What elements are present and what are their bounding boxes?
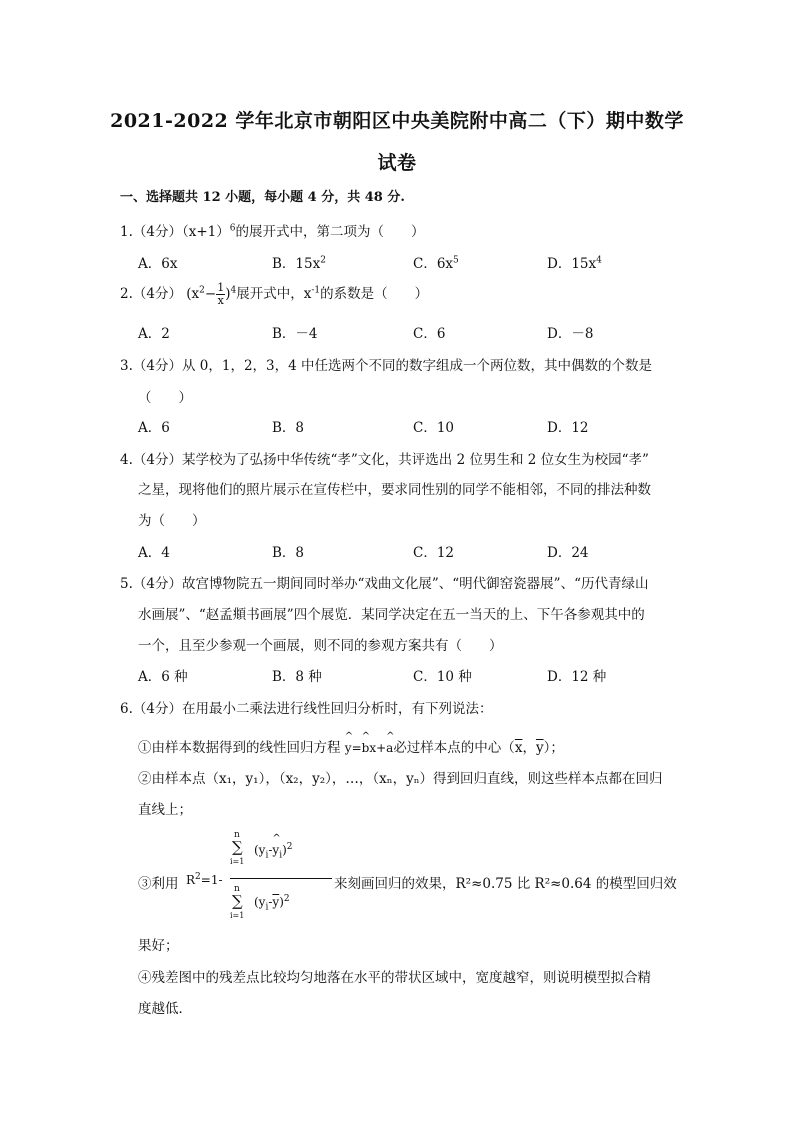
question-3-line2: （ ） bbox=[138, 390, 192, 406]
statement-2-line2: 直线上； bbox=[138, 802, 192, 818]
choice-b[interactable]: B．$15x^2$ bbox=[272, 255, 326, 272]
choice-b[interactable]: B．－4 bbox=[272, 326, 318, 342]
choice-c[interactable]: C．12 bbox=[413, 545, 455, 561]
choice-b[interactable]: B．8 bbox=[272, 545, 305, 561]
question-4-line3: 为（ ） bbox=[138, 513, 206, 529]
choice-a[interactable]: A．2 bbox=[138, 326, 170, 342]
question-1: 1.（4分）$(x+1)^6$的展开式中，第二项为（ ） bbox=[120, 223, 425, 240]
sample-center: $\overline{x}$，$\overline{y}$ bbox=[514, 740, 544, 756]
choice-a[interactable]: A．4 bbox=[138, 545, 170, 561]
binomial-expression: ($x^2-$ $\frac{1}{x}$ )$^4$ bbox=[186, 281, 237, 307]
choice-b[interactable]: B．8 bbox=[272, 420, 305, 436]
choice-a[interactable]: A．6 种 bbox=[138, 669, 188, 685]
exam-title-line1: 2021-2022 学年北京市朝阳区中央美院附中高二（下）期中数学 bbox=[110, 110, 684, 132]
choice-d[interactable]: D．12 种 bbox=[547, 669, 607, 685]
choice-d[interactable]: D．12 bbox=[547, 420, 589, 436]
question-4-line2: 之星，现将他们的照片展示在宣传栏中，要求同性别的同学不能相邻，不同的排法种数 bbox=[138, 482, 651, 498]
choice-d[interactable]: D．$15x^4$ bbox=[547, 255, 602, 272]
choice-b[interactable]: B．8 种 bbox=[272, 669, 322, 685]
statement-3-label: ③利用 bbox=[138, 876, 179, 892]
statement-4-line1: ④残差图中的残差点比较均匀地落在水平的带状区域中，宽度越窄，则说明模型拟合精 bbox=[138, 970, 651, 986]
question-3-line1: 3.（4分）从 0，1，2，3，4 中任选两个不同的数字组成一个两位数，其中偶数的个数是 bbox=[120, 358, 652, 374]
choice-c[interactable]: C．10 种 bbox=[413, 669, 472, 685]
question-5-line2: 水画展”、“赵孟頫书画展”四个展览．某同学决定在五一当天的上、下午各参观其中的 bbox=[138, 607, 645, 623]
question-4-line1: 4.（4分）某学校为了弘扬中华传统“孝”文化，共评选出 2 位男生和 2 位女生为校园“孝” bbox=[120, 452, 649, 468]
choice-a[interactable]: A．6 bbox=[138, 420, 170, 436]
statement-4-line2: 度越低． bbox=[138, 1001, 192, 1017]
choice-c[interactable]: C．6 bbox=[413, 326, 446, 342]
statement-3-line1: 来刻画回归的效果，R²≈0.75 比 R²≈0.64 的模型回归效 bbox=[334, 876, 677, 892]
exam-title-line2: 试卷 bbox=[377, 152, 417, 174]
question-5-line1: 5.（4分）故宫博物院五一期间同时举办“戏曲文化展”、“明代御窑瓷器展”、“历代青绿山 bbox=[120, 576, 649, 592]
question-2: 2.（4分） ($x^2-$ $\frac{1}{x}$ )$^4$展开式中，$x^{-1}$的系数是（ ） bbox=[120, 281, 429, 307]
statement-3-line2: 果好； bbox=[138, 938, 179, 954]
question-6-stem: 6.（4分）在用最小二乘法进行线性回归分析时，有下列说法： bbox=[120, 701, 493, 717]
question-5-line3: 一个，且至少参观一个画展，则不同的参观方案共有（ ） bbox=[138, 638, 503, 654]
statement-2-line1: ②由样本点（x₁，y₁），（x₂，y₂），…，（xₙ，yₙ）得到回归直线，则这些样本点都在回归 bbox=[138, 771, 663, 787]
section-heading: 一、选择题共 12 小题，每小题 4 分，共 48 分. bbox=[120, 190, 405, 205]
choice-c[interactable]: C．10 bbox=[413, 420, 455, 436]
choice-c[interactable]: C．$6x^5$ bbox=[413, 255, 459, 272]
statement-1: ①由样本数据得到的线性回归方程 ^ y=^ bx+^ a必过样本点的中心（$\overline{x}$，$\overline{y}$）； bbox=[138, 736, 564, 756]
choice-d[interactable]: D．24 bbox=[547, 545, 589, 561]
r-squared-formula-lhs: $R^2=1-$ bbox=[186, 872, 223, 887]
exam-page: 2021-2022 学年北京市朝阳区中央美院附中高二（下）期中数学 试卷 一、选择题共 12 小题，每小题 4 分，共 48 分. 1.（4分）$(x+1)^6$的展开式中，第二项为（ ） A．6x B．$15x^2$ C．$6x^5$ D．$15x^4$ 2.（4分） ($x^2-$ $\frac{1}{x}$ )$^4$展开式中，$x^{-1}$的系数是（ ） A．2 B．－4 C．6 D．－8 3.（4分）从 0，1，2，3，4 中任选两个不同的数字组成一个两位数，其中偶数的个数是 （ ） A．6 B．8 C．10 D．12 4.（4分）某学校为了弘扬中华传统“孝”文化，共评选出 2 位男生和 2 位女生为校园“孝” 之星，现将他们的照片展示在宣传栏中，要求同性别的同学不能相邻，不同的排法种数 为（ ） A．4 B．8 C．12 D．24 5.（4分）故宫博物院五一期间同时举办“戏曲文化展”、“明代御窑瓷器展”、“历代青绿山 水画展”、“赵孟頫书画展”四个展览．某同学决定在五一当天的上、下午各参观其中的 一个，且至少参观一个画展，则不同的参观方案共有（ ） A．6 种 B．8 种 C．10 种 D．12 种 6.（4分）在用最小二乘法进行线性回归分析时，有下列说法： ①由样本数据得到的线性回归方程 ^ y=^ bx+^ a必过样本点的中心（$\overline{x}$，$\overline{y}$）； ②由样本点（x₁，y₁），（x₂，y₂），…，（xₙ，yₙ）得到回归直线，则这些样本点都在回归 直线上； ③利用 $R^2=1-$ n ∑ i=1 ($y_i-\^{}$ $y_i)^2$ n ∑ i=1 $(y_i-\overline{y})^2$ 来刻画回归的效果，R²≈0.75 比 R²≈0.64 的模型回归效 果好； ④残差图中的残差点比较均匀地落在水平的带状区域中，宽度越窄，则说明模型拟合精 度越低． bbox=[0, 0, 794, 1123]
choice-a[interactable]: A．6x bbox=[138, 256, 178, 272]
regression-equation: ^ y=^ bx+^ a bbox=[345, 741, 394, 755]
choice-d[interactable]: D．－8 bbox=[547, 326, 594, 342]
